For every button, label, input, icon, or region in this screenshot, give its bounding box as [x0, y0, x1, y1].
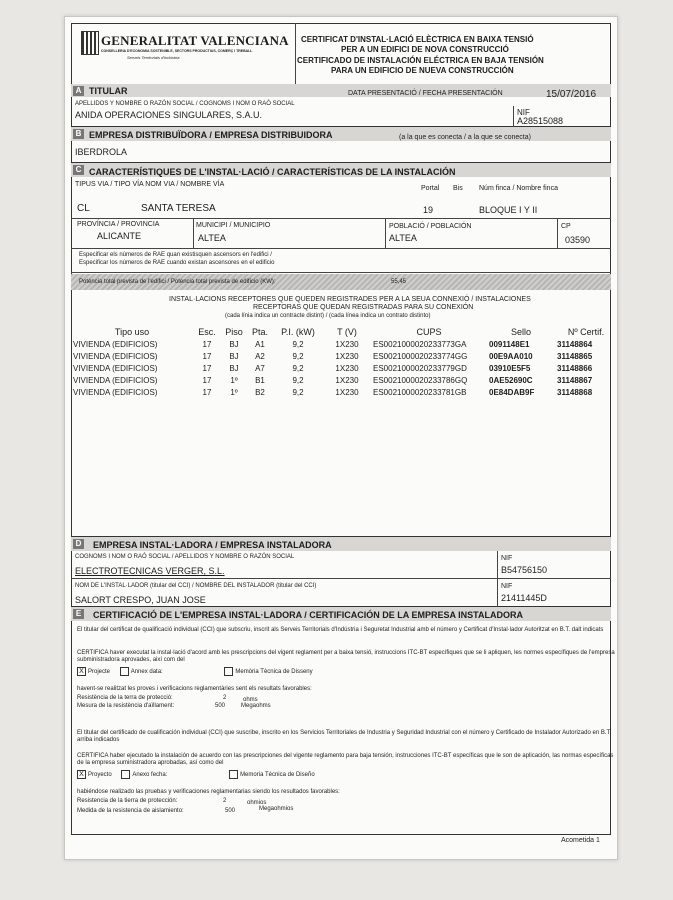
cp-label: CP	[561, 223, 571, 230]
cell-esc: 17	[202, 339, 212, 349]
table-row	[71, 386, 617, 398]
company-nif-label: NIF	[501, 555, 513, 562]
installer-nif-label: NIF	[501, 583, 513, 590]
cell-pi: 9,2	[292, 339, 304, 349]
cell-piso: BJ	[229, 339, 239, 349]
generalitat-logo-icon	[81, 31, 99, 55]
es-res-label: Resistencia de la tierra de protección:	[77, 798, 178, 804]
cell-cups: ES0021000020233786GQ	[373, 375, 468, 385]
cell-certif: 31148867	[557, 375, 593, 385]
titular-nif-label: NIF	[517, 108, 530, 117]
rae-note-2: Especificar los números de RAE cuando existan ascensores en el edificio	[79, 260, 275, 266]
cell-sello: 00E9AA010	[489, 351, 533, 361]
es-anexo-checkbox[interactable]	[121, 770, 130, 779]
cell-pta: B1	[255, 375, 265, 385]
es-paragraph-3: habiéndose realizado las pruebas y verificaciones reglamentarias siendo los resultados favorables:	[77, 789, 340, 795]
val-ais-label: Mesura de la resistència d'aïllament:	[77, 703, 175, 709]
town-value: ALTEA	[389, 233, 417, 243]
title-line-1: CERTIFICAT D'INSTAL·LACIÓ ELÈCTRICA EN BAIXA TENSIÓ	[301, 35, 534, 44]
power-value: 55,45	[391, 279, 407, 285]
installer-value: SALORT CRESPO, JUAN JOSE	[75, 595, 206, 605]
bis-label: Bis	[453, 185, 463, 192]
section-c-title: CARACTERÍSTIQUES DE L'INSTAL·LACIÓ / CARACTERÍSTICAS DE LA INSTALACIÓN	[89, 167, 456, 177]
distributor-value: IBERDROLA	[75, 147, 128, 157]
val-ais-unit: Megaohms	[241, 703, 271, 709]
cell-pi: 9,2	[292, 375, 304, 385]
cell-esc: 17	[202, 351, 212, 361]
cell-cups: ES0021000020233779GD	[373, 363, 467, 373]
es-proyecto-checkbox[interactable]: X	[77, 770, 86, 779]
cell-pi: 9,2	[292, 387, 304, 397]
val-res-label: Resistència de la terra de protecció:	[77, 695, 173, 701]
val-checkboxes	[77, 667, 313, 676]
receptors-line-3: (cada línia indica un contracte distint) / (cada línea indica un contrato distinto)	[225, 313, 431, 319]
cell-piso: BJ	[229, 351, 239, 361]
receptors-table	[71, 326, 617, 398]
val-projecte-label: Projecte	[88, 669, 111, 676]
col-sello: Sello	[510, 327, 531, 337]
cell-certif: 31148868	[557, 387, 593, 397]
es-paragraph-1: El titular del certificado de cualificación individual (CCI) que suscribe, inscrito en los Servicios Territoriales de Industria y Seguridad Industrial con el número y Certificado de Instalador Autorizado en B.T. arriba indicados	[77, 730, 612, 743]
col-piso: Piso	[225, 327, 243, 337]
province-value: ALICANTE	[97, 231, 142, 241]
cell-tipo: VIVIENDA (EDIFICIOS)	[73, 351, 158, 361]
org-name: GENERALITAT VALENCIANA	[101, 33, 289, 48]
cell-tipo: VIVIENDA (EDIFICIOS)	[73, 363, 158, 373]
cell-sello: 0E84DAB9F	[489, 387, 535, 397]
cell-certif: 31148864	[557, 339, 593, 349]
val-paragraph-3: havent-se realitzat les proves i verificacions reglamentàries sent els resultats favorables:	[77, 686, 312, 692]
es-proyecto-label: Proyecto	[88, 772, 112, 779]
es-paragraph-2: CERTIFICA haber ejecutado la instalación de acuerdo con las prescripciones del vigente reglamento para baja tensión, instrucciones ITC-BT específicas que le son de aplicación, las normas específicas de la empresa suministradora aprobadas, así como del	[77, 753, 614, 766]
cell-piso: 1º	[230, 375, 238, 385]
title-line-3: CERTIFICADO DE INSTALACIÓN ELÉCTRICA EN BAJA TENSIÓN	[297, 56, 544, 65]
date-value: 15/07/2016	[546, 89, 597, 100]
cell-sello: 0AE52690C	[489, 375, 533, 385]
cell-pta: A7	[255, 363, 265, 373]
installer-label: NOM DE L'INSTAL·LADOR (titular del CCI) / NOMBRE DEL INSTALADOR (titular del CCI)	[75, 583, 317, 589]
section-d-letter: D	[73, 539, 84, 549]
cell-tipo: VIVIENDA (EDIFICIOS)	[73, 375, 158, 385]
val-memoria-checkbox[interactable]	[224, 667, 233, 676]
org-sub2: Serveis Territorials d'Indústria	[127, 55, 180, 60]
val-projecte-checkbox[interactable]: X	[77, 667, 86, 676]
table-row	[71, 374, 617, 386]
cell-sello: 0091148E1	[489, 339, 530, 349]
cell-esc: 17	[202, 363, 212, 373]
table-header-row	[71, 326, 617, 338]
company-value: ELECTROTECNICAS VERGER, S.L.	[75, 566, 225, 576]
cell-pi: 9,2	[292, 363, 304, 373]
cell-certif: 31148866	[557, 363, 593, 373]
cell-sello: 03910E5F5	[489, 363, 531, 373]
section-b-letter: B	[73, 129, 84, 139]
section-c-letter: C	[73, 165, 84, 175]
cell-cups: ES0021000020233773GA	[373, 339, 467, 349]
table-row	[71, 350, 617, 362]
es-res-value: 2	[223, 798, 227, 804]
col-esc: Esc.	[198, 327, 216, 337]
col-tipo-uso: Tipo uso	[114, 327, 150, 337]
col-certif: Nº Certif.	[567, 327, 605, 337]
titular-name-label: APELLIDOS Y NOMBRE O RAZÓN SOCIAL / COGNOMS I NOM O RAÓ SOCIAL	[75, 101, 295, 107]
province-label: PROVÍNCIA / PROVINCIA	[77, 221, 160, 228]
val-annex-checkbox[interactable]	[120, 667, 129, 676]
es-anexo-label: Anexo fecha:	[132, 772, 168, 779]
cell-tipo: VIVIENDA (EDIFICIOS)	[73, 387, 158, 397]
cell-t: 1X230	[335, 363, 359, 373]
es-memoria-label: Memoria Técnica de Diseño	[240, 772, 315, 779]
cell-piso: 1º	[230, 387, 238, 397]
section-e-letter: E	[73, 609, 84, 619]
col-t: T (V)	[337, 327, 357, 337]
finca-value: BLOQUE I Y II	[479, 205, 538, 215]
val-res-unit: ohms	[243, 697, 258, 703]
table-row	[71, 338, 617, 350]
title-line-2: PER A UN EDIFICI DE NOVA CONSTRUCCIÓ	[341, 45, 509, 54]
cell-cups: ES0021000020233781GB	[373, 387, 467, 397]
cell-t: 1X230	[335, 351, 359, 361]
table-row	[71, 362, 617, 374]
receptors-line-1: INSTAL·LACIONS RECEPTORES QUE QUEDEN REGISTRADES PER A LA SEUA CONNEXIÓ / INSTALACIONES	[169, 296, 531, 303]
col-pi: P.I. (kW)	[281, 327, 315, 337]
cell-esc: 17	[202, 387, 212, 397]
es-ais-label: Medida de la resistencia de aislamiento:	[77, 808, 184, 814]
installer-nif-value: 21411445D	[501, 593, 547, 603]
town-label: POBLACIÓ / POBLACIÓN	[389, 223, 472, 230]
portal-value: 19	[423, 205, 434, 215]
section-b-title: EMPRESA DISTRIBUÏDORA / EMPRESA DISTRIBUIDORA	[89, 130, 333, 140]
titular-nif-value: A28515088	[517, 116, 564, 126]
cell-piso: BJ	[229, 363, 239, 373]
section-e-title: CERTIFICACIÓ DE L'EMPRESA INSTAL·LADORA / CERTIFICACIÓN DE LA EMPRESA INSTALADORA	[93, 610, 523, 620]
es-checkboxes	[77, 770, 315, 779]
cp-value: 03590	[565, 235, 591, 245]
val-memoria-label: Memòria Tècnica de Disseny	[235, 669, 313, 676]
es-memoria-checkbox[interactable]	[229, 770, 238, 779]
es-res-unit: ohmios	[247, 800, 267, 806]
rae-note-1: Especificar els números de RAE quan existisquen ascensors en l'edifici /	[79, 252, 272, 258]
section-b-note: (a la que es conecta / a la que se conecta)	[399, 134, 531, 141]
cell-pta: A1	[255, 339, 265, 349]
val-ais-value: 500	[215, 703, 226, 709]
certificate-page	[64, 16, 618, 860]
title-line-4: PARA UN EDIFICIO DE NUEVA CONSTRUCCIÓN	[331, 66, 514, 75]
es-ais-unit: Megaohmios	[259, 806, 294, 812]
company-nif-value: B54756150	[501, 565, 548, 575]
cell-pi: 9,2	[292, 351, 304, 361]
col-pta: Pta.	[251, 327, 268, 337]
cell-t: 1X230	[335, 387, 359, 397]
company-label: COGNOMS I NOM O RAÓ SOCIAL / APELLIDOS Y NOMBRE O RAZÓN SOCIAL	[75, 554, 295, 560]
municipality-label: MUNICIPI / MUNICIPIO	[196, 222, 271, 229]
section-a-title: TITULAR	[89, 86, 128, 96]
power-label: Potència total prevista de l'edifici / Potencia total prevista de edificio (KW):	[79, 279, 276, 285]
footer-text: Acometida 1	[561, 837, 600, 844]
cell-esc: 17	[202, 375, 212, 385]
cell-t: 1X230	[335, 375, 359, 385]
portal-label: Portal	[421, 185, 440, 192]
section-a-letter: A	[73, 86, 84, 96]
municipality-value: ALTEA	[198, 233, 226, 243]
col-cups: CUPS	[416, 327, 442, 337]
val-paragraph-1: El titular del certificat de qualificació individual (CCI) que subscriu, inscrit als Serveis Territorials d'Indústria i Seguretat Industrial amb el número y Certificat d'Instal·lador Autoritzat en B.T. dalt indicats	[77, 627, 604, 633]
cell-cups: ES0021000020233774GG	[373, 351, 468, 361]
titular-name-value: ANIDA OPERACIONES SINGULARES, S.A.U.	[75, 110, 263, 120]
via-name-value: SANTA TERESA	[141, 203, 216, 214]
receptors-line-2: RECEPTORAS QUE QUEDAN REGISTRADAS PARA SU CONEXIÓN	[253, 304, 474, 311]
cell-pta: B2	[255, 387, 265, 397]
via-label: TIPUS VIA / TIPO VÍA NOM VIA / NOMBRE VÍA	[75, 181, 225, 188]
cell-certif: 31148865	[557, 351, 593, 361]
cell-pta: A2	[255, 351, 265, 361]
val-paragraph-2: CERTIFICA haver executat la instal·lació d'acord amb les prescripcions del vigent reglament per a baixa tensió, instruccions ITC-BT específiques que se li apliquen, les normes específiques de l'empresa subministradora aprovades, així com del	[77, 650, 615, 663]
via-type-value: CL	[77, 203, 90, 214]
es-ais-value: 500	[225, 808, 236, 814]
org-sub1: CONSELLERIA D'ECONOMIA SOSTENIBLE, SECTORS PRODUCTIUS, COMERÇ I TREBALL	[101, 49, 253, 53]
val-annex-label: Annex data:	[130, 669, 163, 676]
finca-label: Núm finca / Nombre finca	[479, 185, 558, 192]
section-d-title: EMPRESA INSTAL·LADORA / EMPRESA INSTALADORA	[93, 540, 332, 550]
val-res-value: 2	[223, 695, 227, 701]
cell-t: 1X230	[335, 339, 359, 349]
cell-tipo: VIVIENDA (EDIFICIOS)	[73, 339, 158, 349]
date-label: DATA PRESENTACIÓ / FECHA PRESENTACIÓN	[348, 90, 503, 97]
